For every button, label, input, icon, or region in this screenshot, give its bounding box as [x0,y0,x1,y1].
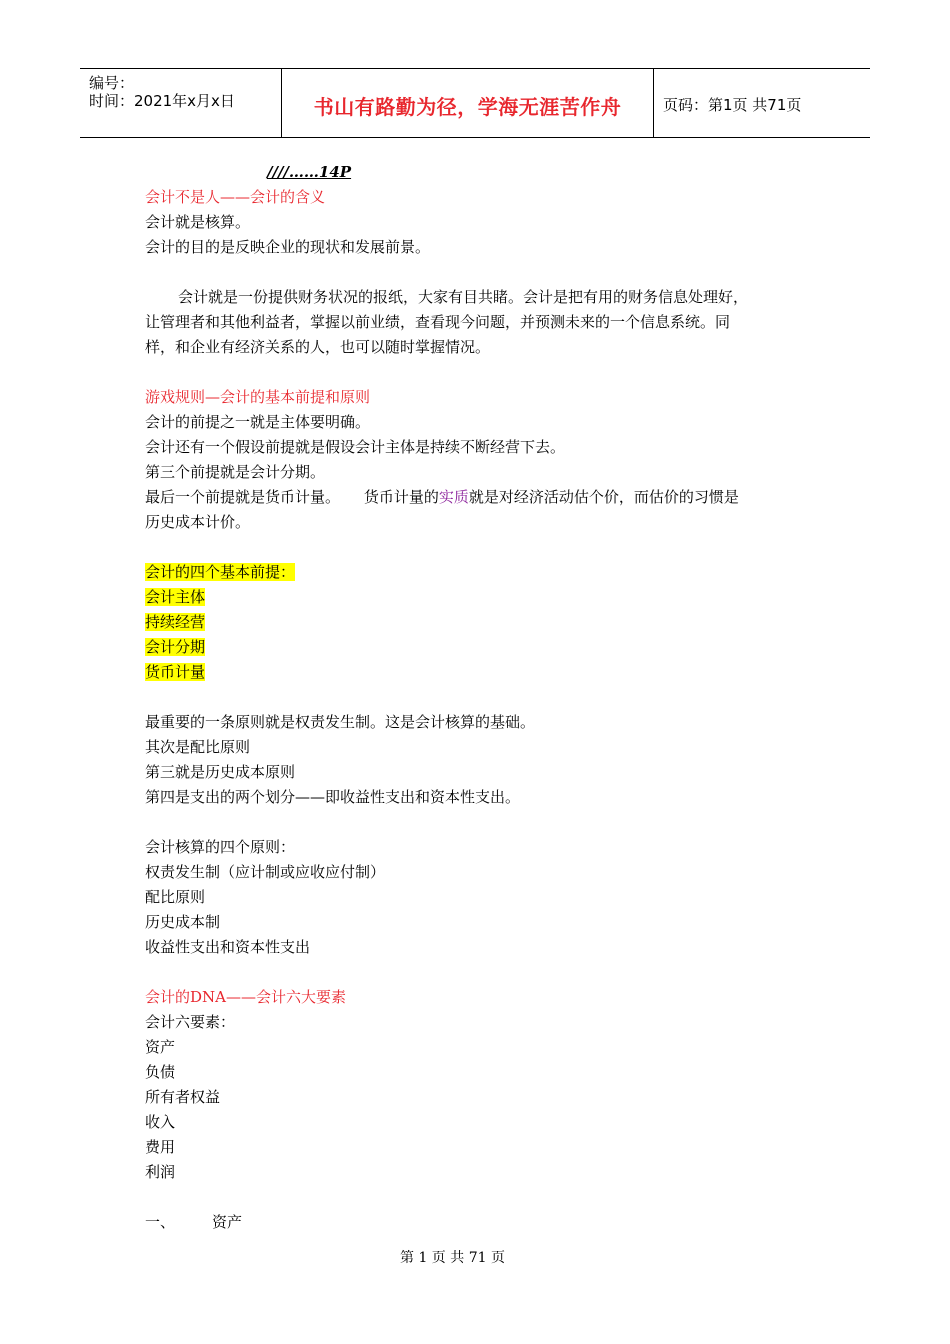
element-item: 收入 [145,1113,176,1131]
premises-title: 会计的四个基本前提： [145,563,296,581]
principle-item: 配比原则 [145,888,206,906]
premise-item: 会计分期 [145,638,206,656]
text-line-mixed [145,485,825,510]
section-title-rules: 游戏规则—会计的基本前提和原则 [145,388,371,406]
motto-text: 书山有路勤为径，学海无涯苦作舟 [313,94,622,119]
premise-item: 货币计量 [145,663,206,681]
paragraph-meaning [145,285,825,360]
document-body [145,160,825,1235]
principles-title: 会计核算的四个原则： [145,838,296,856]
text-line: 最重要的一条原则就是权责发生制。这是会计核算的基础。 [145,713,536,731]
document-header [80,68,870,138]
text-line: 第四是支出的两个划分——即收益性支出和资本性支出。 [145,788,521,806]
section-title-meaning: 会计不是人——会计的含义 [145,188,326,206]
text-line: 第三个前提就是会计分期。 [145,463,326,481]
page-footer [0,1247,950,1267]
element-item: 资产 [145,1038,176,1056]
principle-item: 收益性支出和资本性支出 [145,938,311,956]
header-motto-cell [282,69,654,137]
premise-item: 持续经营 [145,613,206,631]
paragraph-line: 让管理者和其他利益者，掌握以前业绩，查看现今问题，并预测未来的一个信息系统。同 [145,313,731,331]
paragraph-line: 样，和企业有经济关系的人，也可以随时掌握情况。 [145,338,491,356]
enum-number: 一、 [145,1213,176,1231]
reference-line: ////……14P [267,163,352,181]
header-meta-cell [80,69,282,137]
text-line: 其次是配比原则 [145,738,251,756]
principle-item: 权责发生制（应计制或应收应付制） [145,863,386,881]
text-line: 会计就是核算。 [145,213,251,231]
enum-text: 资产 [212,1213,243,1231]
text-line: 第三就是历史成本原则 [145,763,296,781]
text-line: 历史成本计价。 [145,513,251,531]
text-segment: 就是对经济活动估个价，而估价的习惯是 [468,488,739,506]
element-item: 利润 [145,1163,176,1181]
elements-intro: 会计六要素： [145,1013,236,1031]
page-info: 页码：第1页 共71页 [663,95,802,114]
text-line: 会计还有一个假设前提就是假设会计主体是持续不断经营下去。 [145,438,566,456]
code-label: 编号： [89,74,135,92]
section-title-dna: 会计的DNA——会计六大要素 [145,988,346,1006]
header-page-cell [654,69,870,137]
text-segment: 最后一个前提就是货币计量。 货币计量的 [145,488,439,506]
principle-item: 历史成本制 [145,913,221,931]
text-line: 会计的目的是反映企业的现状和发展前景。 [145,238,431,256]
element-item: 费用 [145,1138,176,1156]
paragraph-line: 会计就是一份提供财务状况的报纸，大家有目共睹。会计是把有用的财务信息处理好， [178,288,749,306]
highlighted-term: 实质 [438,488,469,506]
footer-page-number: 第 1 页 共 71 页 [400,1250,505,1266]
premise-item: 会计主体 [145,588,206,606]
element-item: 所有者权益 [145,1088,221,1106]
element-item: 负债 [145,1063,176,1081]
enum-heading [145,1210,825,1235]
date-text: 时间：2021年x月x日 [89,92,235,110]
text-line: 会计的前提之一就是主体要明确。 [145,413,371,431]
